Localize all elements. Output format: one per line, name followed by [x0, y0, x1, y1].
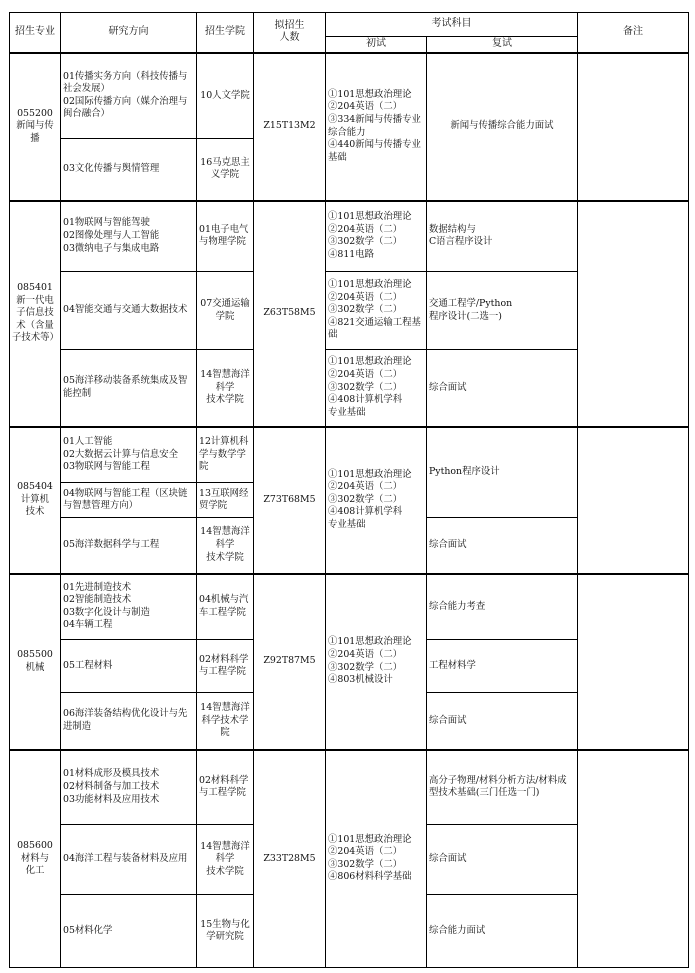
- initial-exam-cell: ①101思想政治理论 ②204英语（二） ③302数学（二） ④811电路: [326, 201, 427, 272]
- college-cell: 12计算机科学与数学学院: [197, 427, 254, 483]
- retest-cell: 交通工程学/Python 程序设计(二选一): [427, 272, 578, 350]
- remark-cell: [578, 427, 689, 574]
- direction-cell: 01物联网与智能驾驶 02图像处理与人工智能 03微纳电子与集成电路: [61, 201, 197, 272]
- retest-cell: 高分子物理/材料分析方法/材料成型技术基础(三门任选一门): [427, 750, 578, 825]
- plan-cell: Z33T28M5: [254, 750, 326, 968]
- direction-cell: 03文化传播与舆情管理: [61, 139, 197, 201]
- retest-cell: 综合面试: [427, 693, 578, 750]
- plan-cell: Z92T87M5: [254, 574, 326, 750]
- retest-cell: 数据结构与 C语言程序设计: [427, 201, 578, 272]
- remark-cell: [578, 53, 689, 201]
- major-cell: 055200 新闻与传 播: [10, 53, 61, 201]
- college-cell: 13互联网经贸学院: [197, 483, 254, 518]
- header-retest: 复试: [427, 37, 578, 53]
- header-subjects: 考试科目: [326, 13, 578, 37]
- direction-cell: 06海洋装备结构优化设计与先进制造: [61, 693, 197, 750]
- initial-exam-cell: ①101思想政治理论 ②204英语（二） ③302数学（二） ④408计算机学科 专业基础: [326, 427, 427, 574]
- retest-cell: 综合能力考查: [427, 574, 578, 640]
- remark-cell: [578, 201, 689, 427]
- header-major: 招生专业: [10, 13, 61, 53]
- initial-exam-cell: ①101思想政治理论 ②204英语（二） ③302数学（二） ④821交通运输工程基础: [326, 272, 427, 350]
- retest-cell: 综合面试: [427, 518, 578, 574]
- initial-exam-cell: ①101思想政治理论 ②204英语（二） ③302数学（二） ④806材料科学基础: [326, 750, 427, 968]
- college-cell: 02材料科学与工程学院: [197, 640, 254, 693]
- direction-cell: 01人工智能 02大数据云计算与信息安全 03物联网与智能工程: [61, 427, 197, 483]
- direction-cell: 05海洋移动装备系统集成及智能控制: [61, 350, 197, 427]
- direction-cell: 04智能交通与交通大数据技术: [61, 272, 197, 350]
- retest-cell: Python程序设计: [427, 427, 578, 518]
- college-cell: 14智慧海洋科学 技术学院: [197, 825, 254, 895]
- direction-cell: 04海洋工程与装备材料及应用: [61, 825, 197, 895]
- college-cell: 04机械与汽车工程学院: [197, 574, 254, 640]
- plan-cell: Z15T13M2: [254, 53, 326, 201]
- header-initial: 初试: [326, 37, 427, 53]
- college-cell: 14智慧海洋科学 技术学院: [197, 518, 254, 574]
- initial-exam-cell: ①101思想政治理论 ②204英语（二） ③334新闻与传播专业综合能力 ④440新闻与传播专业基础: [326, 53, 427, 201]
- major-cell: 085404 计算机 技术: [10, 427, 61, 574]
- admissions-table: [9, 12, 689, 968]
- direction-cell: 05工程材料: [61, 640, 197, 693]
- remark-cell: [578, 574, 689, 750]
- retest-cell: 综合面试: [427, 825, 578, 895]
- major-cell: 085401 新一代电子信息技术（含量子技术等）: [10, 201, 61, 427]
- plan-cell: Z63T58M5: [254, 201, 326, 427]
- direction-cell: 01材料成形及模具技术 02材料制备与加工技术 03功能材料及应用技术: [61, 750, 197, 825]
- retest-cell: 综合面试: [427, 350, 578, 427]
- header-plan: 拟招生 人数: [254, 13, 326, 53]
- remark-cell: [578, 750, 689, 968]
- retest-cell: 工程材料学: [427, 640, 578, 693]
- college-cell: 14智慧海洋科学技术学院: [197, 693, 254, 750]
- plan-cell: Z73T68M5: [254, 427, 326, 574]
- major-cell: 085500 机械: [10, 574, 61, 750]
- college-cell: 02材料科学与工程学院: [197, 750, 254, 825]
- direction-cell: 05材料化学: [61, 895, 197, 968]
- major-cell: 085600 材料与 化工: [10, 750, 61, 968]
- header-college: 招生学院: [197, 13, 254, 53]
- college-cell: 16马克思主 义学院: [197, 139, 254, 201]
- direction-cell: 04物联网与智能工程（区块链与智慧管理方向）: [61, 483, 197, 518]
- college-cell: 10人文学院: [197, 53, 254, 139]
- college-cell: 07交通运输学院: [197, 272, 254, 350]
- retest-cell: 新闻与传播综合能力面试: [427, 53, 578, 201]
- direction-cell: 01先进制造技术 02智能制造技术 03数字化设计与制造 04车辆工程: [61, 574, 197, 640]
- initial-exam-cell: ①101思想政治理论 ②204英语（二） ③302数学（二） ④803机械设计: [326, 574, 427, 750]
- initial-exam-cell: ①101思想政治理论 ②204英语（二） ③302数学（二） ④408计算机学科 专业基础: [326, 350, 427, 427]
- header-direction: 研究方向: [61, 13, 197, 53]
- college-cell: 14智慧海洋科学 技术学院: [197, 350, 254, 427]
- retest-cell: 综合能力面试: [427, 895, 578, 968]
- college-cell: 15生物与化学研究院: [197, 895, 254, 968]
- college-cell: 01电子电气与物理学院: [197, 201, 254, 272]
- direction-cell: 05海洋数据科学与工程: [61, 518, 197, 574]
- header-remark: 备注: [578, 13, 689, 53]
- direction-cell: 01传播实务方向（科技传播与社会发展） 02国际传播方向（媒介治理与闽台融合）: [61, 53, 197, 139]
- admissions-table-wrapper: [9, 12, 689, 968]
